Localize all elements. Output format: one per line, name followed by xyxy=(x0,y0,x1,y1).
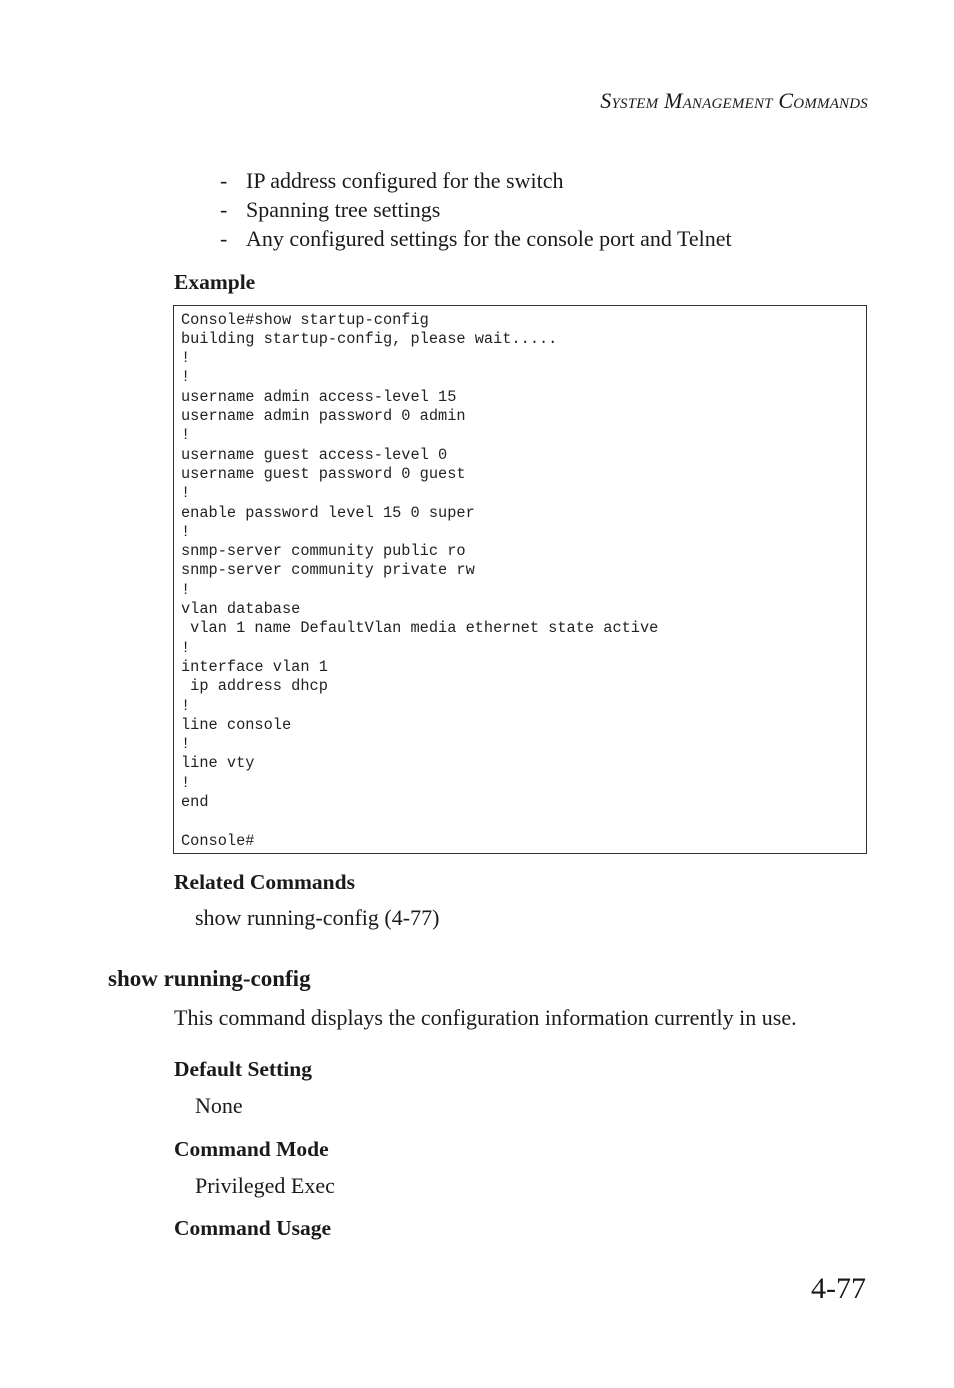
code-line: building startup-config, please wait..... xyxy=(181,329,558,348)
code-line: vlan 1 name DefaultVlan media ethernet state active xyxy=(181,619,659,638)
related-command-link: show running-config (4-77) xyxy=(195,905,440,930)
bullet-dash: - xyxy=(220,197,228,222)
default-setting-heading: Default Setting xyxy=(174,1057,312,1081)
code-line: enable password level 15 0 super xyxy=(181,503,475,522)
bullet-item xyxy=(220,195,732,224)
page-number: 4-77 xyxy=(811,1272,866,1305)
code-line: snmp-server community public ro xyxy=(181,542,466,561)
code-line: username guest password 0 guest xyxy=(181,464,466,483)
code-line: ! xyxy=(181,638,191,657)
bullet-dash: - xyxy=(220,168,228,193)
code-line: Console#show startup-config xyxy=(181,310,429,329)
command-usage-heading: Command Usage xyxy=(174,1216,332,1240)
running-header: System Management Commands xyxy=(600,88,868,113)
code-line: username admin access-level 15 xyxy=(181,387,457,406)
code-line: ! xyxy=(181,349,191,368)
code-line: ! xyxy=(181,426,191,445)
code-line: interface vlan 1 xyxy=(181,657,328,676)
bullet-text: IP address configured for the switch xyxy=(246,168,564,193)
bullet-text: Spanning tree settings xyxy=(246,197,441,222)
bullet-list xyxy=(220,166,732,253)
code-line: username guest access-level 0 xyxy=(181,445,448,464)
code-line: snmp-server community private rw xyxy=(181,561,475,580)
default-setting-value: None xyxy=(195,1093,243,1118)
section-description: This command displays the configuration information currently in use. xyxy=(174,1005,797,1030)
code-line: vlan database xyxy=(181,600,301,618)
code-line: ! xyxy=(181,696,191,715)
code-example-box xyxy=(173,305,867,854)
code-line: ! xyxy=(181,773,191,792)
bullet-text: Any configured settings for the console port and Telnet xyxy=(246,226,732,251)
bullet-item xyxy=(220,166,732,195)
code-line: Console# xyxy=(181,831,255,850)
bullet-dash: - xyxy=(220,226,228,251)
related-commands-heading: Related Commands xyxy=(174,870,355,894)
command-mode-heading: Command Mode xyxy=(174,1137,329,1161)
bullet-item xyxy=(220,224,732,253)
code-line: ! xyxy=(181,484,191,503)
code-line: ! xyxy=(181,580,191,599)
code-line: line vty xyxy=(181,754,255,773)
code-line: username admin password 0 admin xyxy=(181,407,466,425)
code-line: ! xyxy=(181,735,191,754)
code-line: end xyxy=(181,793,209,811)
section-title: show running-config xyxy=(108,966,311,991)
code-line: ! xyxy=(181,368,191,387)
command-mode-value: Privileged Exec xyxy=(195,1173,335,1198)
example-heading: Example xyxy=(174,270,256,294)
code-line: line console xyxy=(181,715,292,734)
code-line: ip address dhcp xyxy=(181,677,328,696)
code-line: ! xyxy=(181,522,191,541)
